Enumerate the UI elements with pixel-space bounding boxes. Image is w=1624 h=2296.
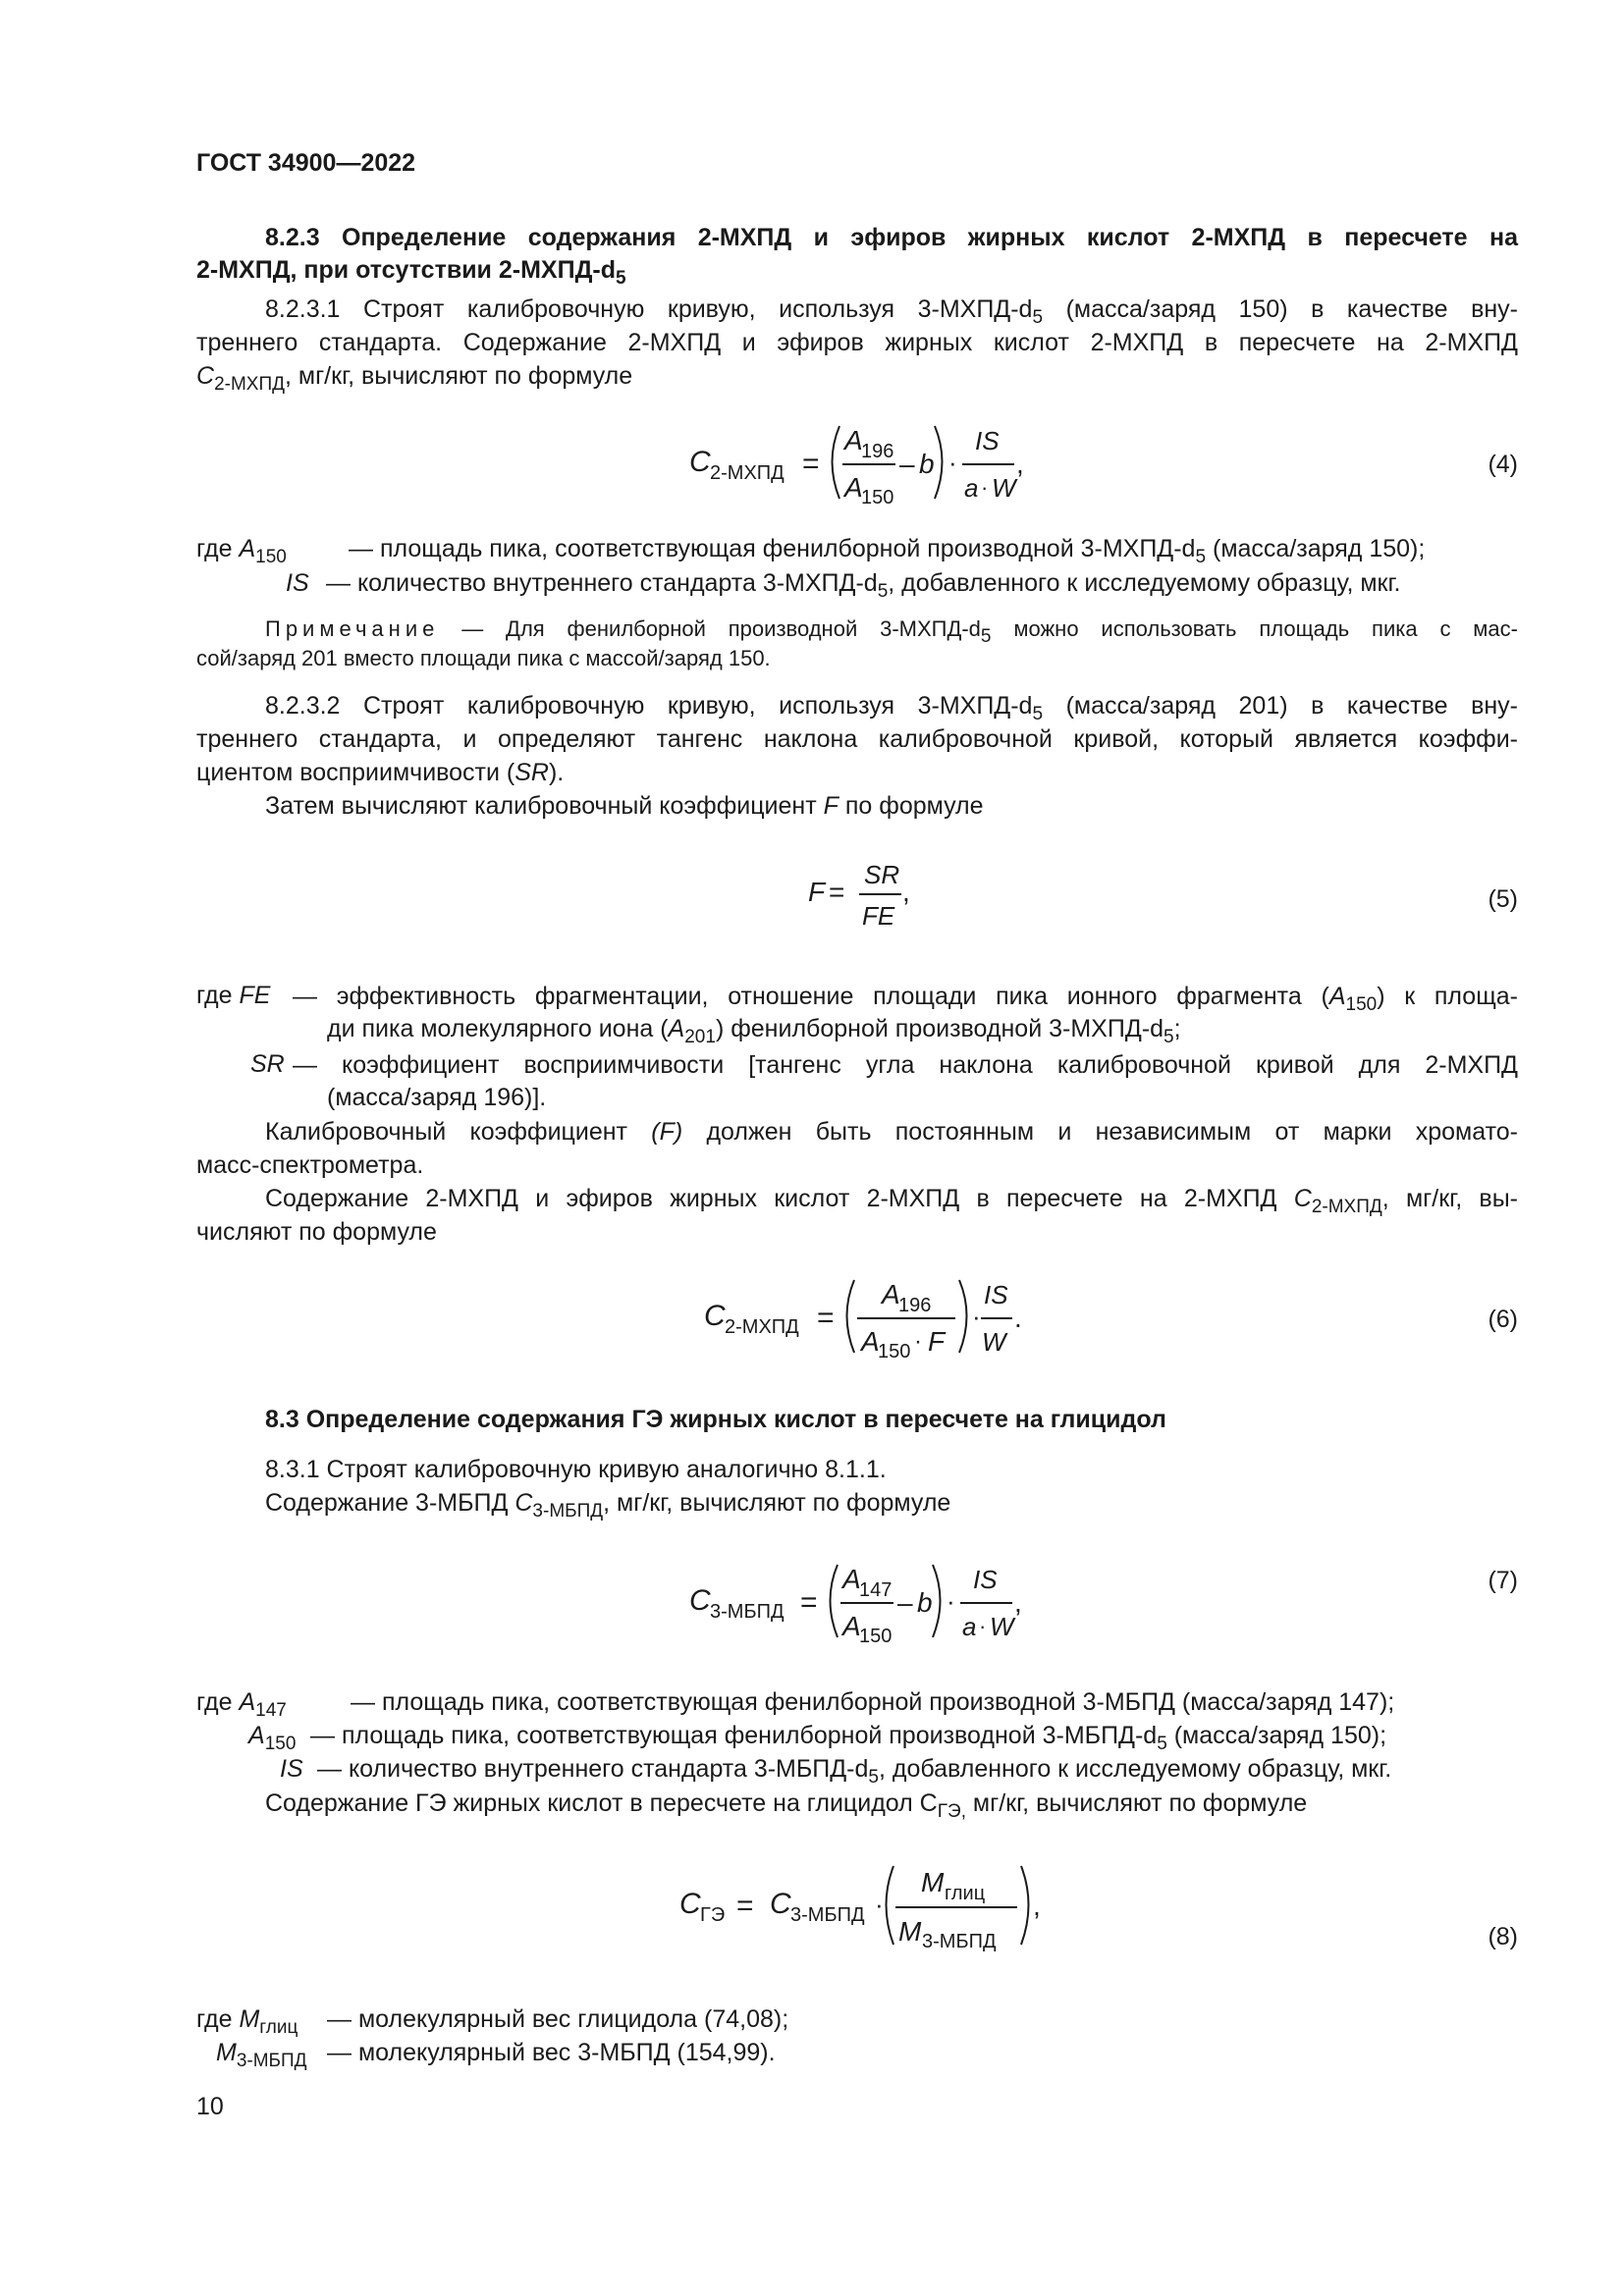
formula-8 [668,1850,1060,1958]
svg-text:–: – [899,449,915,479]
where-m-glic-text: — молекулярный вес глицидола (74,08); [327,2005,789,2033]
svg-text:·: · [875,1890,884,1919]
formula-6 [692,1266,1046,1364]
svg-text:IS: IS [984,1280,1008,1309]
para-8-2-3-1-line2: треннего стандарта. Содержание 2-МХПД и эфиров жирных кислот 2-МХПД в пересчете на 2-МХПД [196,329,1518,356]
where-is-2: IS [280,1755,303,1783]
where-m-glic: где $M_{глиц}$ [196,2005,298,2038]
where-a147: где $A_{147}$ [196,1688,287,1721]
svg-text:b: b [917,1587,933,1618]
svg-text:b: b [919,449,935,479]
para-content-ge: Содержание ГЭ жирных кислот в пересчете на глицидол $С_{ГЭ,}$ мг/кг, вычисляют по формуле [265,1789,1308,1822]
svg-text:·: · [981,475,989,500]
svg-text:=: = [736,1890,754,1922]
where-sr-text-line1: — коэффициент восприимчивости [тангенс угла наклона калибровочной кривой для 2-МХПД [293,1051,1518,1079]
svg-text:C: C [770,1888,791,1920]
para-8-2-3-1-line1: 8.2.3.1 Строят калибровочную кривую, используя $3-МХПД-d_5$ (масса/заряд 150) в качестве вну- [265,295,1518,328]
svg-text:A: A [882,1279,900,1309]
svg-text:147: 147 [859,1579,893,1601]
svg-text:M: M [921,1867,945,1897]
formula-5 [800,852,928,940]
document-code: ГОСТ 34900—2022 [196,149,416,177]
where-a150-text: — площадь пика, соответствующая фенилборной производной $3-МХПД-d_5$ (масса/заряд 150); [349,535,1426,567]
svg-text:150: 150 [878,1341,911,1362]
svg-text:·: · [947,1586,955,1616]
svg-text:,: , [1014,1587,1022,1618]
equation-number-6: (6) [1488,1306,1518,1333]
where-is-text: — количество внутреннего стандарта $3-МХПД-d_5$, добавленного к исследуемому образцу, мкг. [326,569,1401,602]
svg-text:C: C [679,1888,701,1920]
where-fe: где FE [196,982,271,1009]
para-8-2-3-2-line3: циентом восприимчивости (SR). [196,759,565,786]
svg-text:.: . [1014,1303,1022,1333]
svg-text:3-МБПД: 3-МБПД [922,1931,997,1952]
where-sr: SR [250,1050,285,1078]
svg-text:SR: SR [864,860,900,889]
svg-text:196: 196 [861,441,894,462]
equation-number-8: (8) [1488,1923,1518,1950]
svg-text:3-МБПД: 3-МБПД [710,1601,785,1623]
where-sr-text-line2: (масса/заряд 196)]. [327,1084,547,1111]
equation-number-7: (7) [1488,1567,1518,1594]
where-a150: где $A_{150}$ [196,535,287,567]
where-m-mbpd: $M_{3-МБПД}$ [216,2039,307,2071]
section-title-8-2-3-cont: 2-МХПД, при отсутствии $2-МХПД-d_5$ [196,256,626,289]
svg-text:A: A [842,1611,861,1641]
section-title-8-3: 8.3 Определение содержания ГЭ жирных кислот в пересчете на глицидол [265,1406,1166,1433]
formula-7 [677,1551,1051,1649]
svg-text:IS: IS [975,426,1000,455]
note-line1: Примечание — Для фенилборной производной 3-МХПД-d5 можно использовать площадь пика с мас- [265,616,1518,647]
where-m-mbpd-text: — молекулярный вес 3-МБПД (154,99). [327,2039,776,2066]
svg-text:,: , [902,877,910,907]
para-8-2-3-1-line3: $C_{2-МХПД}$, мг/кг, вычисляют по формуле [196,362,633,395]
svg-text:W: W [982,1327,1006,1357]
svg-text:F: F [928,1326,946,1357]
svg-text:196: 196 [898,1295,932,1316]
svg-text:·: · [979,1614,987,1638]
formula-4 [677,412,1051,510]
svg-text:·: · [914,1328,922,1355]
svg-text:ГЭ: ГЭ [700,1904,726,1926]
para-8-2-3-2-line2: треннего стандарта, и определяют тангенс наклона калибровочной кривой, который является коэффи- [196,725,1518,753]
svg-text:a: a [962,1612,977,1641]
svg-text:=: = [817,1302,835,1334]
page-number: 10 [196,2093,224,2120]
where-a150-2-text: — площадь пика, соответствующая фенилборной производной $3-МБПД-d_5$ (масса/заряд 150); [310,1722,1387,1754]
svg-text:a: a [964,473,979,503]
svg-text:A: A [861,1326,880,1357]
svg-text:F: F [808,877,826,907]
svg-text:·: · [948,448,957,477]
svg-text:=: = [802,448,820,480]
svg-text:,: , [1016,449,1024,479]
svg-text:2-МХПД: 2-МХПД [710,462,785,484]
para-content-3mbpd: Содержание 3-МБПД $C_{3-МБПД}$, мг/кг, вычисляют по формуле [265,1489,951,1522]
svg-text:глиц: глиц [945,1883,986,1904]
svg-text:FE: FE [862,901,895,931]
svg-text:A: A [842,1564,861,1594]
where-is: IS [286,569,309,597]
svg-text:C: C [689,446,711,478]
svg-text:·: · [972,1302,981,1331]
equation-number-4: (4) [1488,451,1518,478]
where-a147-text: — площадь пика, соответствующая фенилборной производной 3-МБПД (масса/заряд 147); [351,1688,1395,1716]
svg-text:C: C [704,1300,726,1332]
note-line2: сой/заряд 201 вместо площади пика с массой/заряд 150. [196,646,771,670]
svg-text:150: 150 [859,1626,893,1647]
svg-text:150: 150 [861,487,894,508]
para-content-2mhpd-line1: Содержание 2-МХПД и эфиров жирных кислот 2-МХПД в пересчете на 2-МХПД $C_{2-МХПД}$, мг/кг, вы- [265,1185,1518,1217]
where-is-2-text: — количество внутреннего стандарта $3-МБПД-d_5$, добавленного к исследуемому образцу, мкг. [317,1755,1392,1788]
svg-text:A: A [844,472,863,503]
svg-text:2-МХПД: 2-МХПД [725,1316,799,1338]
svg-text:W: W [990,1612,1014,1641]
svg-text:A: A [844,425,863,455]
svg-text:IS: IS [973,1565,998,1594]
para-8-3-1: 8.3.1 Строят калибровочную кривую аналогично 8.1.1. [265,1456,887,1483]
para-content-2mhpd-line2: числяют по формуле [196,1218,437,1246]
svg-text:=: = [800,1586,818,1619]
svg-text:=: = [829,877,845,907]
svg-text:3-МБПД: 3-МБПД [790,1904,865,1926]
svg-text:,: , [1033,1891,1041,1921]
where-a150-2: $A_{150}$ [248,1722,297,1754]
para-calibration-coef: Затем вычисляют калибровочный коэффициент F по формуле [265,792,984,820]
para-8-2-3-2-line1: 8.2.3.2 Строят калибровочную кривую, используя $3-МХПД-d_5$ (масса/заряд 201) в качестве вну- [265,692,1518,724]
where-fe-text-line1: — эффективность фрагментации, отношение площади пика ионного фрагмента $(A_{150})$ к площа- [293,983,1519,1015]
svg-text:M: M [898,1916,922,1947]
svg-text:–: – [897,1587,913,1618]
para-coef-constant-line2: масс-спектрометра. [196,1151,424,1179]
section-title-8-2-3: 8.2.3 Определение содержания 2-МХПД и эфиров жирных кислот 2-МХПД в пересчете на [265,224,1518,251]
para-coef-constant-line1: Калибровочный коэффициент (F) должен быть постоянным и независимым от марки хромато- [265,1118,1518,1146]
svg-text:C: C [689,1584,711,1617]
svg-text:W: W [992,473,1016,503]
where-fe-text-line2: ди пика молекулярного иона $(A_{201})$ фенилборной производной $3-МХПД-d_5$; [327,1015,1181,1047]
equation-number-5: (5) [1488,885,1518,913]
